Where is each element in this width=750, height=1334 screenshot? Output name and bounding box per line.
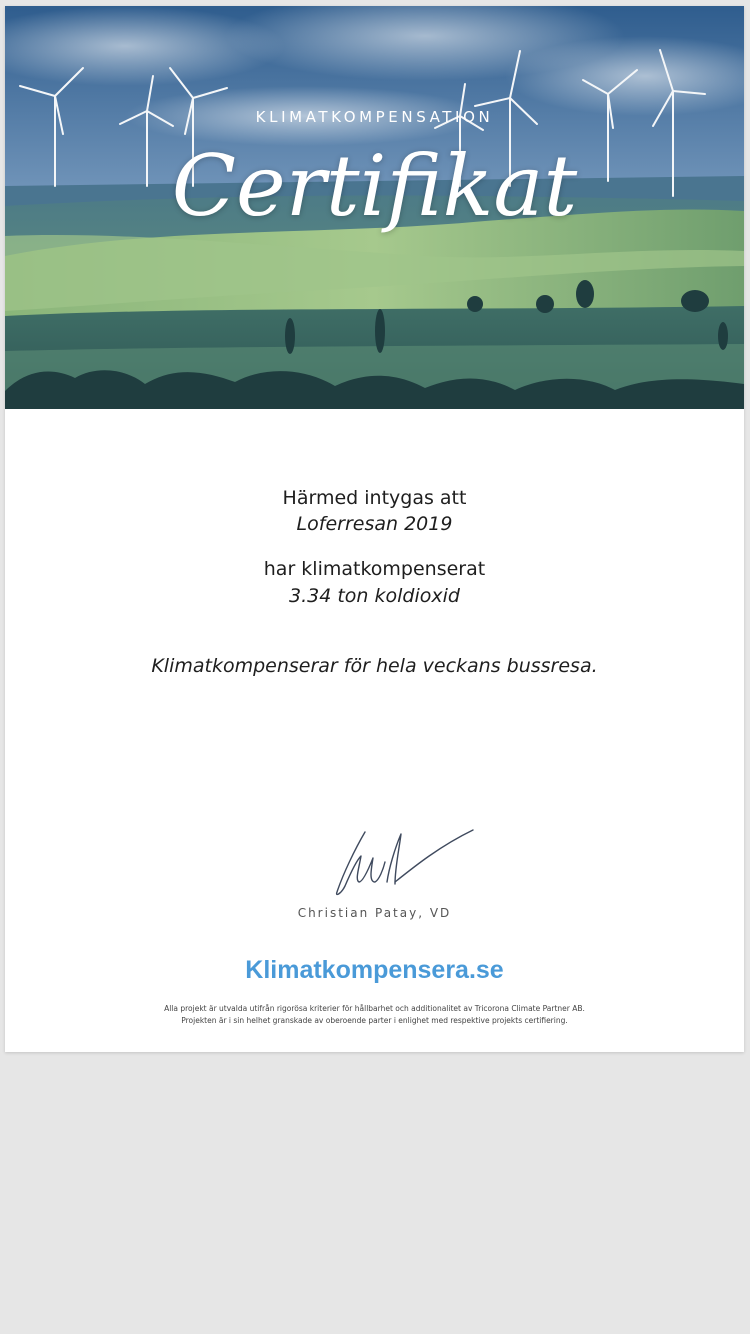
signature-image xyxy=(325,824,475,899)
disclaimer xyxy=(5,1003,744,1027)
certificate-page xyxy=(5,6,744,1052)
hero-image xyxy=(5,6,744,409)
intro-text: Härmed intygas att xyxy=(282,487,467,509)
statement-text: har klimatkompenserat xyxy=(263,558,486,580)
co2-amount: 3.34 ton koldioxid xyxy=(289,585,460,607)
disclaimer-line-1: Alla projekt är utvalda utifrån rigorösa kriterier för hållbarhet och additionalitet av Tricorona Climate Partner AB. xyxy=(164,1004,585,1013)
brand-logo-text: Klimatkompensera.se xyxy=(245,956,504,984)
certificate-eyebrow: KLIMATKOMPENSATION xyxy=(255,108,494,126)
certificate-note: Klimatkompenserar för hela veckans bussresa. xyxy=(151,655,598,677)
certificate-title: Certifikat xyxy=(171,137,578,235)
recipient-name: Loferresan 2019 xyxy=(296,513,453,535)
disclaimer-line-2: Projekten är i sin helhet granskade av oberoende parter i enlighet med respektive projekts certifiering. xyxy=(181,1016,568,1025)
signer-name: Christian Patay, VD xyxy=(297,906,452,920)
